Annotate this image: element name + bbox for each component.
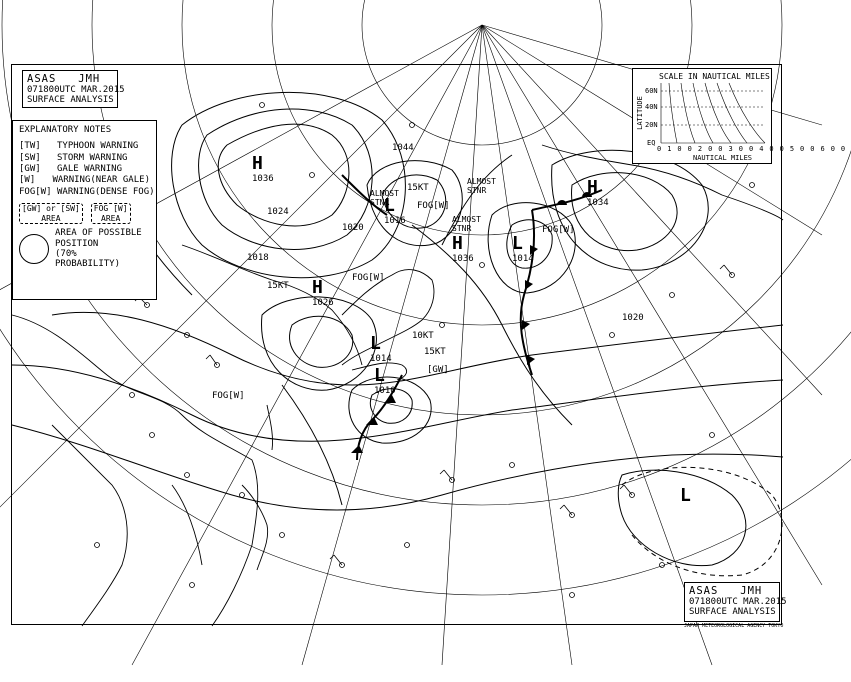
stationary-label: ALMOST STNR	[467, 177, 496, 195]
legend-item: [TW] TYPHOON WARNING	[19, 141, 139, 152]
legend-item: [SW] STORM WARNING	[19, 152, 128, 163]
scale-box: SCALE IN NAUTICAL MILES LATITUDE 60N 40N 20N EQ 0100200300400500600 NAUTICAL MILES	[632, 68, 772, 164]
low-center: L	[680, 485, 691, 506]
warning-area-chips	[19, 203, 150, 224]
agency-credit: JAPAN METEOROLOGICAL AGENCY TOKYO	[684, 623, 784, 629]
isobar-label: 1020	[342, 223, 364, 233]
wind-speed-label: 10KT	[412, 331, 434, 341]
isobar-label: 1020	[622, 313, 644, 323]
fog-warning-label: FOG[W]	[352, 273, 385, 283]
fog-warning-label: FOG[W]	[417, 201, 450, 211]
wind-speed-label: 15KT	[407, 183, 429, 193]
stationary-label: ALMOST STNR	[370, 189, 399, 207]
probability-circle-icon	[19, 234, 49, 264]
header-title-box	[22, 70, 125, 108]
agency-label: ASAS	[27, 73, 57, 85]
high-center: H 1036	[252, 153, 274, 184]
scale-nm-ticks: 0100200300400500600	[657, 145, 851, 153]
gale-area-chip: [GW] or [SW] AREA	[19, 203, 83, 224]
scale-lat-label: LATITUDE	[635, 96, 644, 130]
explanatory-notes	[12, 120, 157, 300]
stationary-label: ALMOST STNR	[452, 215, 481, 233]
scale-curves	[661, 83, 767, 147]
probability-area	[622, 467, 782, 575]
wind-speed-label: 15KT	[424, 347, 446, 357]
legend-item: [GW] GALE WARNING	[19, 164, 123, 175]
probability-legend: AREA OF POSSIBLE POSITION (70% PROBABILITY)	[19, 228, 150, 269]
analysis-time: 071800UTC MAR.2015	[689, 597, 787, 608]
scale-title: SCALE IN NAUTICAL MILES	[659, 72, 770, 81]
legend-item: [W] WARNING(NEAR GALE)	[19, 175, 150, 186]
low-center: L 1010	[374, 365, 396, 396]
fog-warning-label: FOG[W]	[542, 225, 575, 235]
high-center: H 1036	[452, 233, 474, 264]
legend-item: FOG[W] WARNING(DENSE FOG)	[19, 186, 155, 197]
office-label: JMH	[78, 73, 101, 85]
fog-warning-label: FOG[W]	[212, 391, 245, 401]
isobar-label: 1024	[267, 207, 289, 217]
product-name: SURFACE ANALYSIS	[27, 95, 114, 106]
isobar-label: 1018	[247, 253, 269, 263]
high-center: 1044	[392, 143, 414, 153]
scale-nm-label: NAUTICAL MILES	[693, 154, 753, 162]
office-label: JMH	[740, 585, 763, 597]
fog-area-chip: FOG [W] AREA	[91, 203, 131, 224]
gale-warning-label: [GW]	[427, 365, 449, 375]
product-name: SURFACE ANALYSIS	[689, 607, 776, 618]
high-center: H 1034	[587, 177, 609, 208]
agency-label: ASAS	[689, 585, 719, 597]
low-center: L 1014	[512, 233, 534, 264]
wind-speed-label: 15KT	[267, 281, 289, 291]
high-center: H 1026	[312, 277, 334, 308]
low-center: L 1014	[370, 333, 392, 364]
legend-title: EXPLANATORY NOTES	[19, 125, 112, 135]
analysis-time: 071800UTC MAR.2015	[27, 85, 125, 96]
low-center: L 1016	[384, 195, 406, 226]
footer-title-box	[684, 582, 787, 622]
